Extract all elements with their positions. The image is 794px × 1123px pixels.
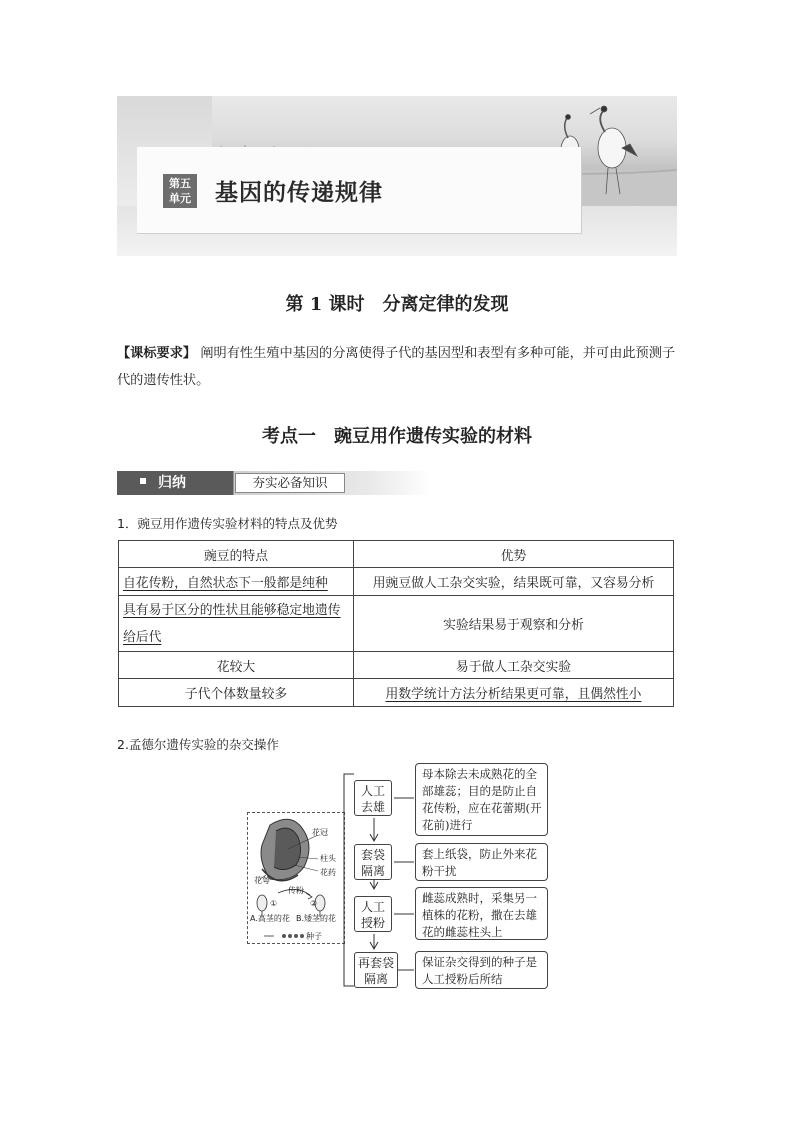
kaodian-title: 考点一 豌豆用作遗传实验的材料 [262,426,532,447]
label-tall-flower: A.高茎的花 [250,914,290,923]
features-table [118,540,674,707]
step-description: 雌蕊成熟时，采集另一植株的花粉，撒在去雄花的雌蕊柱头上 [415,887,548,940]
table-cell: 易于做人工杂交实验 [354,652,674,679]
step-label-line2: 授粉 [360,916,385,930]
table-row [119,596,674,652]
label-calyx: 花萼 [254,876,270,885]
table-cell-text: 自花传粉，自然状态下一般都是纯种 [123,576,328,591]
unit-badge-line1: 第五 [169,177,191,190]
guina-label: 归纳 [140,471,186,495]
label-short-flower: B.矮茎的花 [296,914,337,923]
step-rebagging-isolation [354,952,398,988]
label-stigma: 柱头 [320,854,336,863]
table-cell [119,596,354,652]
table-cell-text: 具有易于区分的性状且能够稳定地遗传给后代 [123,602,341,645]
label-step-2: ② [310,899,318,908]
table-cell: 用豌豆做人工杂交实验，结果既可靠，又容易分析 [354,568,674,596]
table-header-row [119,541,674,568]
step-description: 母本除去未成熟花的全部雄蕊；目的是防止自花传粉，应在花蕾期(开花前)进行 [415,763,548,836]
step-label-line2: 隔离 [363,972,388,986]
label-anther: 花药 [320,868,336,877]
table-cell: 子代个体数量较多 [119,679,354,707]
section1-title: 1．豌豆用作遗传实验材料的特点及优势 [117,516,338,531]
unit-badge [163,174,197,208]
section2-title: 2.孟德尔遗传实验的杂交操作 [117,737,279,752]
requirement-text: 阐明有性生殖中基因的分离使得子代的基因型和表型有多种可能，并可由此预测子代的遗传性状。 [117,346,676,388]
step-label-line2: 隔离 [360,864,385,878]
table-row [119,679,674,707]
step-label-line1: 人工 [360,900,385,914]
unit-title: 基因的传递规律 [215,180,383,206]
lesson-title: 第 1 课时 分离定律的发现 [285,294,509,315]
guina-subtitle: 夯实必备知识 [235,473,345,493]
step-description: 保证杂交得到的种子是人工授粉后所结 [415,951,548,989]
step-description: 套上纸袋，防止外来花粉干扰 [415,843,548,881]
label-petal: 花冠 [312,828,328,837]
step-artificial-emasculation [354,780,392,816]
step-bagging-isolation [354,844,392,880]
table-row [119,568,674,596]
step-label-line1: 套袋 [360,848,385,862]
step-label-line2: 去雄 [360,800,385,814]
curriculum-requirement [117,340,677,394]
step-artificial-pollination [354,896,392,932]
step-label-line1: 再套袋 [357,956,394,970]
label-pollination: 传粉 [288,886,304,895]
table-cell [119,568,354,596]
table-cell [354,679,674,707]
label-step-1: ① [270,899,278,908]
label-seed: 种子 [306,932,322,941]
table-cell: 实验结果易于观察和分析 [354,596,674,652]
table-header: 豌豆的特点 [119,541,354,568]
table-cell: 花较大 [119,652,354,679]
table-cell-text: 用数学统计方法分析结果更可靠，且偶然性小 [385,687,642,702]
table-row [119,652,674,679]
unit-badge-line2: 单元 [169,192,191,205]
requirement-label: 【课标要求】 [117,346,197,361]
table-header: 优势 [354,541,674,568]
step-label-line1: 人工 [360,784,385,798]
